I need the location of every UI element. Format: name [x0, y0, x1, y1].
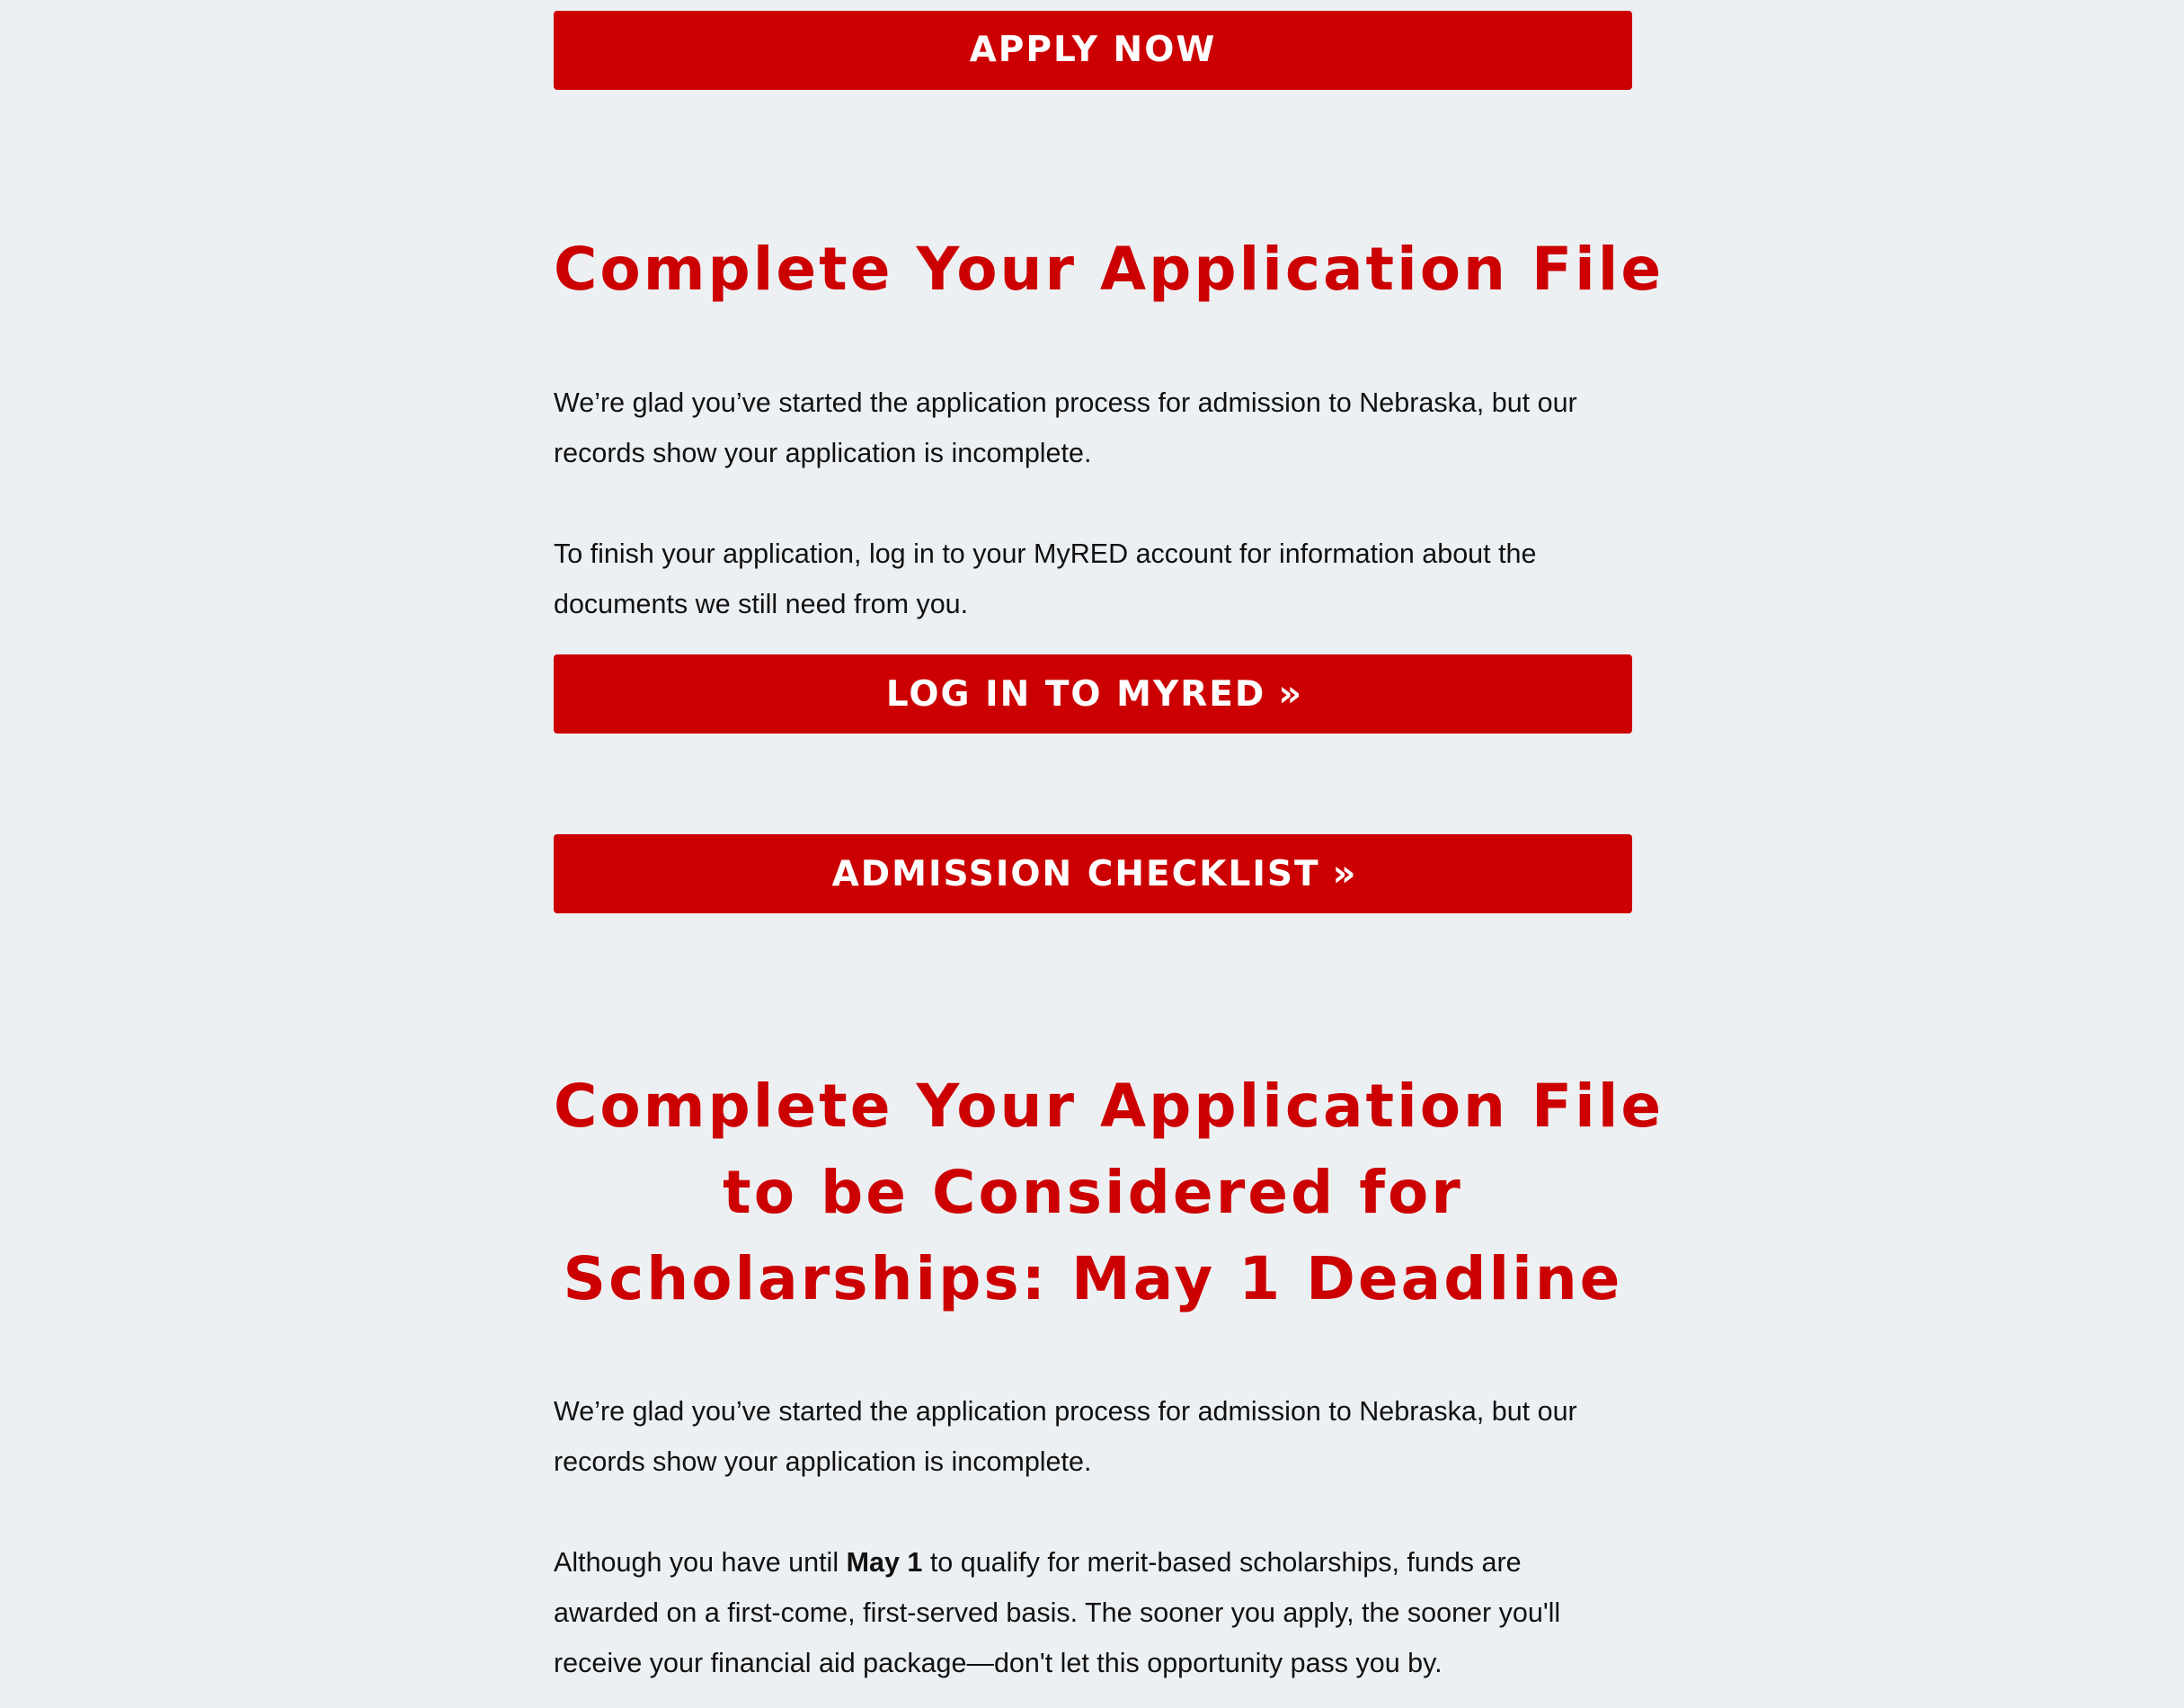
- section1-paragraph-2-line-1: To finish your application, log in to your MyRED account for information about the: [554, 538, 1537, 569]
- apply-now-label: APPLY NOW: [969, 30, 1217, 70]
- section2-paragraph-2-line-3: receive your financial aid package—don't let this opportunity pass you by.: [554, 1648, 1443, 1678]
- section2-paragraph-2: [554, 1537, 1632, 1688]
- apply-now-button[interactable]: [554, 11, 1632, 90]
- chevron-right-double-icon: »: [1278, 673, 1301, 715]
- section2-paragraph-2-line-1: [554, 1537, 1632, 1588]
- section2-paragraph-2-line-1-pre: Although you have until: [554, 1547, 847, 1578]
- section2-heading-line-2: to be Considered for: [723, 1158, 1463, 1227]
- admission-checklist-label: ADMISSION CHECKLIST: [831, 854, 1320, 894]
- chevron-right-double-icon: »: [1332, 853, 1354, 894]
- log-in-label: LOG IN TO MYRED: [885, 674, 1266, 715]
- may-1-deadline-emphasis: May 1: [846, 1547, 923, 1578]
- section2-heading-line-1: Complete Your Application File: [554, 1072, 1665, 1141]
- section1-heading: Complete Your Application File: [554, 235, 1665, 304]
- admission-checklist-button[interactable]: [554, 834, 1632, 913]
- section2-paragraph-1: [554, 1386, 1632, 1487]
- section1-paragraph-2-line-2: documents we still need from you.: [554, 589, 969, 619]
- section2-paragraph-2-line-1-post: to qualify for merit-based scholarships, funds are: [922, 1547, 1522, 1578]
- section2-paragraph-2-line-2: awarded on a first-come, first-served basis. The sooner you apply, the sooner you'll: [554, 1597, 1561, 1628]
- section2-heading: [554, 1063, 1665, 1322]
- section2-paragraph-1-line-2: records show your application is incomplete.: [554, 1446, 1092, 1477]
- section2-paragraph-1-line-1: We’re glad you’ve started the application process for admission to Nebraska, but our: [554, 1396, 1577, 1427]
- section1-paragraph-2: [554, 529, 1632, 629]
- section1-paragraph-1-line-2: records show your application is incomplete.: [554, 438, 1092, 468]
- log-in-to-myred-button[interactable]: [554, 654, 1632, 734]
- section1-paragraph-1: [554, 378, 1632, 478]
- section2-heading-line-3: Scholarships: May 1 Deadline: [563, 1244, 1623, 1313]
- section1-paragraph-1-line-1: We’re glad you’ve started the application process for admission to Nebraska, but our: [554, 387, 1577, 418]
